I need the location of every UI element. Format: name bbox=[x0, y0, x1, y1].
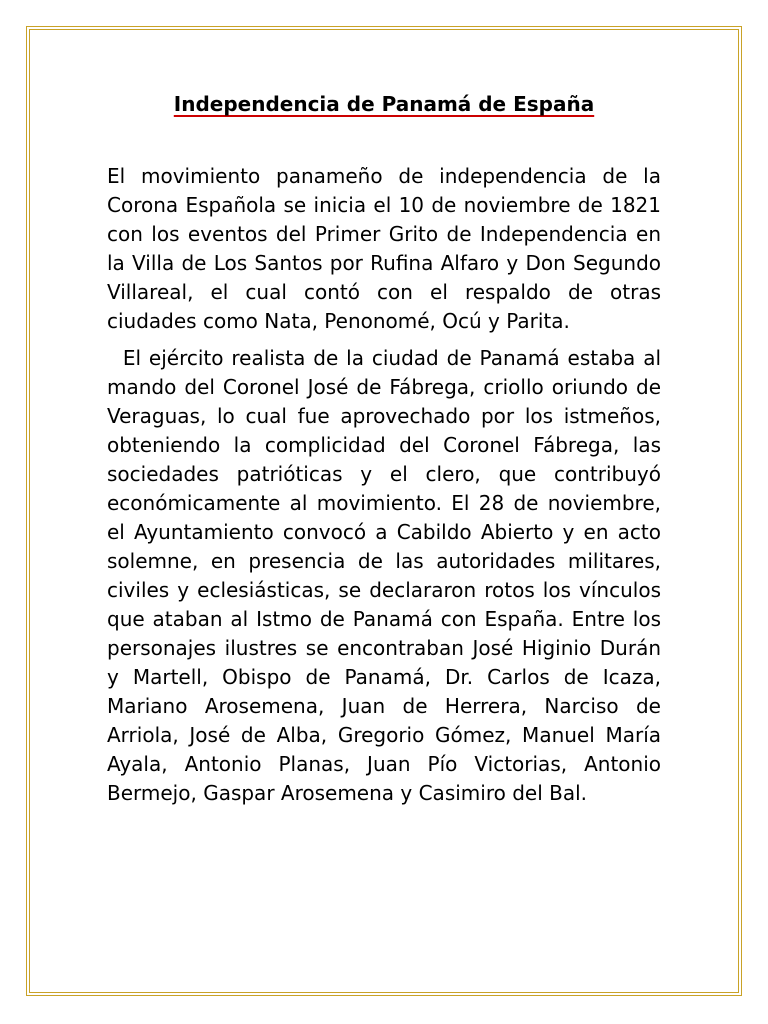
document-body bbox=[107, 90, 668, 816]
body-paragraph-1: El movimiento panameño de independencia de la Corona Española se inicia el 10 de noviembre de 1821 con los eventos del Primer Grito de Independencia en la Villa de Los Santos por Rufina Alfaro y Don Segundo Villareal, el cual contó con el respaldo de otras ciudades como Nata, Penonomé, Ocú y Parita. bbox=[107, 164, 668, 333]
page-title: Independencia de Panamá de España bbox=[173, 92, 595, 116]
body-paragraph-2: El ejército realista de la ciudad de Panamá estaba al mando del Coronel José de Fábrega, criollo oriundo de Veraguas, lo cual fue aprovechado por los istmeños, obteniendo la complicidad del Coronel Fábrega, las sociedades patrióticas y el clero, que contribuyó económicamente al movimiento. El 28 de noviembre, el Ayuntamiento convocó a Cabildo Abierto y en acto solemne, en presencia de las autoridades militares, civiles y eclesiásticas, se declararon rotos los vínculos que ataban al Istmo de Panamá con España. Entre los personajes ilustres se encontraban José Higinio Durán y Martell, Obispo de Panamá, Dr. Carlos de Icaza, Mariano Arosemena, Juan de Herrera, Narciso de Arriola, José de Alba, Gregorio Gómez, Manuel María Ayala, Antonio Planas, Juan Pío Victorias, Antonio Bermejo, Gaspar Arosemena y Casimiro del Bal. bbox=[107, 346, 668, 805]
